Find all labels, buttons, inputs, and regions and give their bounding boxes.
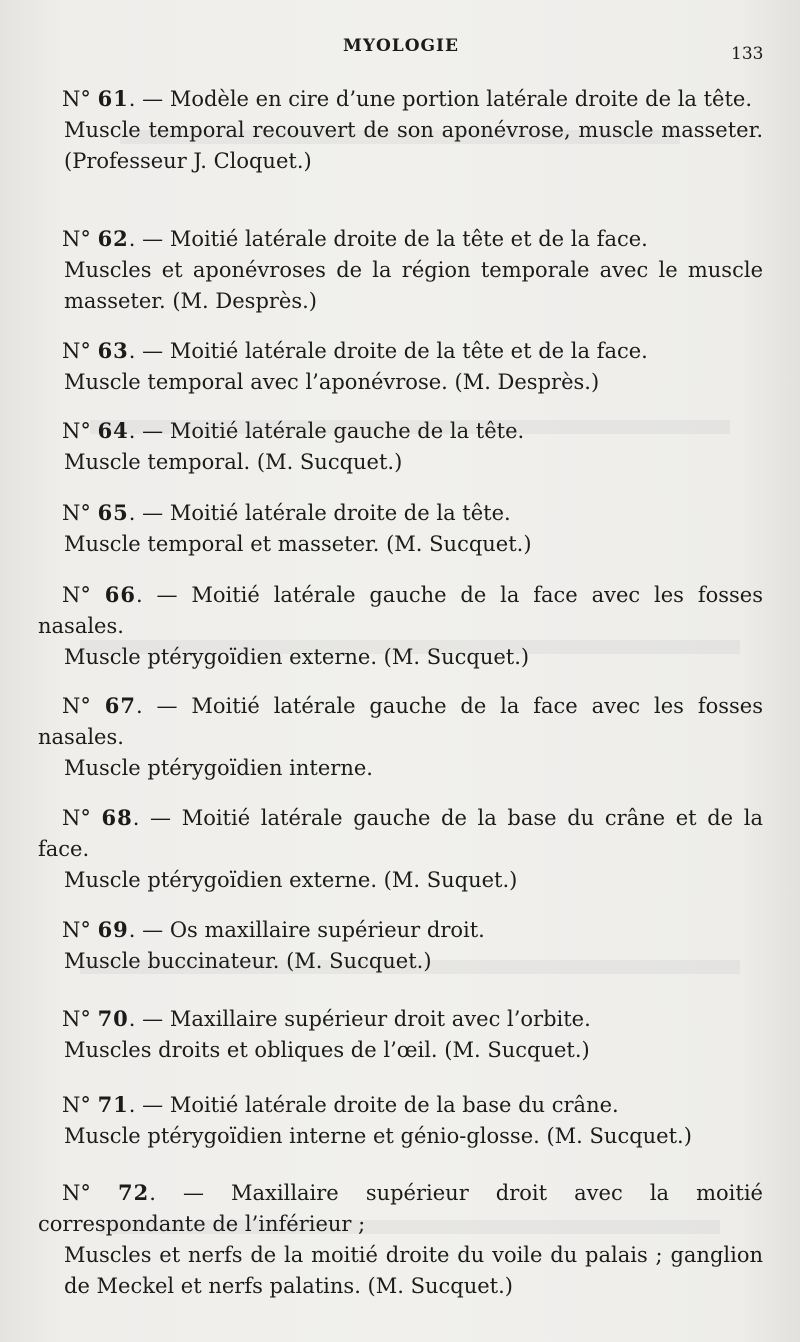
catalog-entry bbox=[38, 335, 763, 398]
entry-number: 63 bbox=[97, 338, 129, 363]
entry-heading bbox=[38, 690, 763, 753]
entry-title: . — Moitié latérale gauche de la base du crâne et de la face. bbox=[38, 806, 763, 861]
entry-heading bbox=[38, 1003, 763, 1035]
catalog-entry bbox=[38, 497, 763, 560]
number-label: N° bbox=[62, 918, 91, 942]
number-label: N° bbox=[62, 694, 91, 718]
entry-title: . — Moitié latérale gauche de la face avec les fosses nasales. bbox=[38, 583, 763, 638]
entry-description: Muscle ptérygoïdien interne. bbox=[64, 756, 373, 780]
entry-title: . — Moitié latérale droite de la tête. bbox=[128, 501, 511, 525]
entry-number: 66 bbox=[104, 582, 136, 607]
entry-number: 69 bbox=[97, 917, 129, 942]
number-label: N° bbox=[62, 419, 91, 443]
catalog-entry bbox=[38, 802, 763, 896]
number-label: N° bbox=[62, 583, 91, 607]
entry-heading bbox=[38, 579, 763, 642]
number-label: N° bbox=[62, 1007, 91, 1031]
entry-heading bbox=[38, 223, 763, 255]
entry-heading bbox=[38, 1177, 763, 1240]
entry-description: Muscle temporal avec l’aponévrose. (M. Desprès.) bbox=[64, 370, 600, 394]
entry-description: Muscles droits et obliques de l’œil. (M. Sucquet.) bbox=[64, 1038, 590, 1062]
entry-heading bbox=[38, 415, 763, 447]
entry-title: . — Modèle en cire d’une portion latérale droite de la tête. bbox=[128, 87, 753, 111]
page-number: 133 bbox=[731, 44, 764, 64]
entry-description: Muscle ptérygoïdien externe. (M. Sucquet.) bbox=[64, 645, 530, 669]
entry-description: Muscle temporal et masseter. (M. Sucquet.) bbox=[64, 532, 532, 556]
catalog-entry bbox=[38, 415, 763, 478]
entry-number: 70 bbox=[97, 1006, 129, 1031]
entry-heading bbox=[38, 914, 763, 946]
entry-number: 71 bbox=[97, 1092, 129, 1117]
entry-number: 64 bbox=[97, 418, 129, 443]
entry-description: Muscles et nerfs de la moitié droite du voile du palais ; ganglion de Meckel et nerfs palatins. (M. Sucquet.) bbox=[64, 1243, 763, 1298]
number-label: N° bbox=[62, 339, 91, 363]
entry-heading bbox=[38, 83, 763, 115]
catalog-entry bbox=[38, 579, 763, 673]
entry-title: . — Moitié latérale gauche de la face avec les fosses nasales. bbox=[38, 694, 763, 749]
entry-description: Muscles et aponévroses de la région temporale avec le muscle masseter. (M. Desprès.) bbox=[64, 258, 763, 313]
entry-description: Muscle temporal. (M. Sucquet.) bbox=[64, 450, 403, 474]
number-label: N° bbox=[62, 1181, 91, 1205]
entry-description: Muscle ptérygoïdien interne et génio-glosse. (M. Sucquet.) bbox=[64, 1124, 692, 1148]
entry-number: 65 bbox=[97, 500, 129, 525]
catalog-entry bbox=[38, 1003, 763, 1066]
entry-title: . — Maxillaire supérieur droit avec la moitié correspondante de l’inférieur ; bbox=[38, 1181, 763, 1236]
entry-title: . — Moitié latérale gauche de la tête. bbox=[128, 419, 525, 443]
entry-heading bbox=[38, 497, 763, 529]
page-header bbox=[0, 36, 800, 66]
number-label: N° bbox=[62, 87, 91, 111]
entry-number: 68 bbox=[101, 805, 133, 830]
catalog-entry bbox=[38, 223, 763, 317]
entry-description: Muscle buccinateur. (M. Sucquet.) bbox=[64, 949, 432, 973]
number-label: N° bbox=[62, 1093, 91, 1117]
number-label: N° bbox=[62, 227, 91, 251]
entry-title: . — Moitié latérale droite de la base du crâne. bbox=[128, 1093, 619, 1117]
catalog-entry bbox=[38, 83, 763, 177]
entry-title: . — Maxillaire supérieur droit avec l’orbite. bbox=[128, 1007, 591, 1031]
entry-number: 67 bbox=[104, 693, 136, 718]
entry-number: 72 bbox=[117, 1180, 150, 1205]
entry-title: . — Os maxillaire supérieur droit. bbox=[128, 918, 485, 942]
entry-title: . — Moitié latérale droite de la tête et de la face. bbox=[128, 227, 648, 251]
catalog-entry bbox=[38, 690, 763, 784]
entry-description: Muscle temporal recouvert de son aponévrose, muscle masseter. (Professeur J. Cloquet.) bbox=[64, 118, 763, 173]
catalog-entry bbox=[38, 914, 763, 977]
number-label: N° bbox=[62, 806, 91, 830]
entry-number: 61 bbox=[97, 86, 129, 111]
entry-description: Muscle ptérygoïdien externe. (M. Suquet.) bbox=[64, 868, 518, 892]
entry-heading bbox=[38, 1089, 763, 1121]
number-label: N° bbox=[62, 501, 91, 525]
entry-number: 62 bbox=[97, 226, 129, 251]
entry-heading bbox=[38, 802, 763, 865]
entry-title: . — Moitié latérale droite de la tête et de la face. bbox=[128, 339, 648, 363]
catalog-entry bbox=[38, 1089, 763, 1152]
catalog-entry bbox=[38, 1177, 763, 1302]
entry-heading bbox=[38, 335, 763, 367]
running-title: MYOLOGIE bbox=[343, 36, 459, 56]
